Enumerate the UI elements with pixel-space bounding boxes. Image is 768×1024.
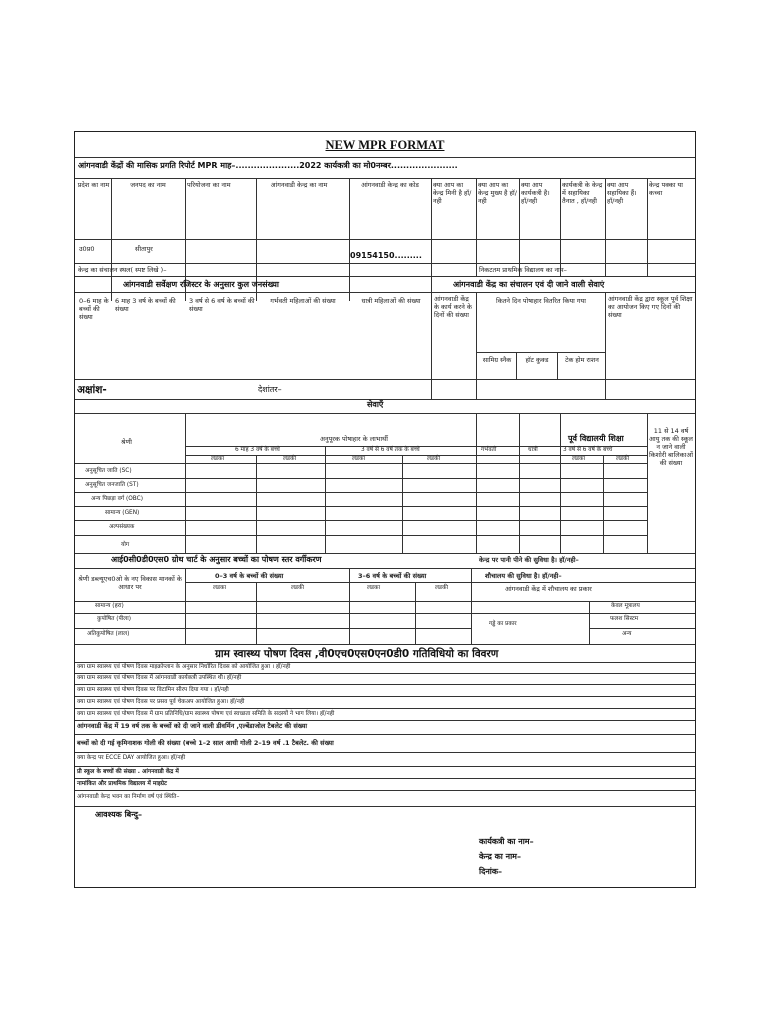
adolescent-girls-col: 11 से 14 वर्ष आयु तक की स्कूल न जाने वाली किशोरी बालिकाओं की संख्या xyxy=(649,427,693,467)
location-label: केन्द्र का संचालन स्थल( स्पष्ट लिखे )– xyxy=(78,266,167,274)
vhnd-row-1: क्या ग्राम स्वास्थ्य एवं पोषण दिवस माइक्रोप्लान के अनुसार निर्धारित दिवस को आयोजित हुआ । हॉ/नही xyxy=(77,664,291,670)
vhnd-row-2: क्या ग्राम स्वास्थ्य एवं पोषण दिवस में आंगनवाडी कार्यकत्री उपस्थित थी। हॉ/नही xyxy=(77,675,242,681)
girl-label-4: लडकी xyxy=(291,585,304,591)
form-subtitle: आंगनवाडी केंद्रों की मासिक प्रगति रिपोर्ट MPR माह–.....................2022 कार्यकत्री का मो0नम्बर...................... xyxy=(78,161,458,170)
header-col-helper-posted: कार्यकत्री के केन्द्र में सहायिका तैनात , हॉ/नही xyxy=(562,181,603,205)
age-0-3-count: 0–3 वर्ष के बच्चों की संख्या xyxy=(215,572,284,580)
vhnd-row-3: क्या ग्राम स्वास्थ्य एवं पोषण दिवस पर विटामिन सीरप दिया गया । हॉ/नही xyxy=(77,687,229,693)
survey-col-6m-3y: 6 माह 3 वर्ष के बच्चों की संख्या xyxy=(115,297,176,313)
vhnd-row-5: क्या ग्राम स्वास्थ्य एवं पोषण दिवस में ग्राम प्रतिनिधि/ग्राम स्वास्थ्य पोषण एवं स्वच्छता समिति के सदस्यों ने भाग लिया। हॉ/नही xyxy=(77,711,335,717)
food-type-thr: टेक होम राशन xyxy=(565,356,599,364)
category-gen: सामान्य (GEN) xyxy=(105,510,140,516)
supplement-label: अनुपूरक पोषाहार के लाभार्थी xyxy=(320,435,388,443)
category-obc: अन्य पिछड़ा वर्ग (OBC) xyxy=(91,496,143,502)
pit-type-label: गड्ढे का प्रकार xyxy=(489,621,517,627)
header-col-state: प्रदेश का नाम xyxy=(77,181,110,189)
preschool-label: पूर्व विद्यालयी शिक्षा xyxy=(568,434,624,443)
form-title: NEW MPR FORMAT xyxy=(325,138,445,152)
toilet-urinal: केवल मूत्रालय xyxy=(611,603,640,609)
status-normal: सामान्य (हरा) xyxy=(95,603,124,609)
required-points: आवश्यक बिन्दु– xyxy=(95,810,142,819)
vhnd-row-4: क्या ग्राम स्वास्थ्य एवं पोषण दिवस पर प्रसव पूर्व चेकअप आयोजित हुआ। हॉ/नही xyxy=(77,699,245,705)
vhnd-row-11: आंगनवाडी केन्द्र भवन का निर्माण वर्ष एवं स्थिति– xyxy=(77,794,180,800)
category-st: अनुसूचित जनजाति (ST) xyxy=(85,482,139,488)
boy-label-4: लडका xyxy=(213,585,226,591)
category-total: योग xyxy=(121,542,130,548)
who-category-label: श्रेणी डब्ल्यूएच0ओ के नए विकास मानकों के आधार पर xyxy=(78,575,182,591)
survey-col-3-6y: 3 वर्ष से 6 वर्ष के बच्चों की संख्या xyxy=(189,297,255,313)
category-label: श्रेणी xyxy=(121,438,132,446)
survey-col-nutrition-days: कितने दिन पोषाहार वितरित किया गया xyxy=(496,297,586,305)
pregnant-label: गर्भवती xyxy=(481,447,497,453)
boy-label-3: लडका xyxy=(572,456,585,462)
centre-code-value: 09154150......... xyxy=(350,251,422,260)
header-col-helper: क्या आप सहायिका हैं। हॉ/नही xyxy=(607,181,637,205)
survey-col-working-days: आंगनवाडी केंद्र के कार्य करने के दिनों की संख्या xyxy=(434,295,472,319)
worker-name: कार्यकत्री का नाम– xyxy=(479,837,534,846)
vhnd-row-6: आंगनवाडी केंद्र में 19 वर्ष तक के बच्चों को दी जाने वाली डीवर्मिन ,एल्बेंडाजोल टैबलेट की संख्या xyxy=(77,722,308,730)
survey-col-pregnant: गर्भवती महिलाओं की संख्या xyxy=(270,297,336,305)
water-label: केन्द्र पर पानी पीने की सुविधा है। हॉ/नही– xyxy=(479,556,579,564)
header-col-main: क्या आप का केन्द्र मुख्य है हॉ/नही xyxy=(478,181,517,205)
vhnd-row-10: नामांकित और प्राथमिक विद्यालय में माइग्रेट xyxy=(77,781,167,787)
header-col-mini: क्या आप का केन्द्र मिनी है हॉ/नही xyxy=(433,181,472,205)
vhnd-row-7: बच्चों को दी गई कृमिनाशक गोली की संख्या (बच्चे 1–2 साल आधी गोली 2–19 वर्ष .1 टैबलेट. की संख्या xyxy=(77,739,334,747)
services-heading: आंगनवाडी केंद्र का संचालन एवं दी जाने वाली सेवाएं xyxy=(453,280,605,289)
category-sc: अनुसूचित जाति (SC) xyxy=(85,468,132,474)
age-3-6-pre-label: 3 वर्ष से 6 वर्ष के बच्चे xyxy=(563,447,613,453)
state-value: उ0प्र0 xyxy=(79,245,95,253)
header-col-building: केन्द्र पक्का या कच्चा xyxy=(649,181,683,197)
boy-label-1: लडका xyxy=(211,456,224,462)
vhnd-row-8: क्या केन्द्र पर ECCE DAY आयोजित हुआ। हॉ/नही xyxy=(77,755,186,761)
boy-label-2: लडका xyxy=(352,456,365,462)
school-label: निकटतम प्राथमिक विद्यालय का नाम– xyxy=(479,266,567,274)
survey-col-0-6m: 0–6 माह के बच्चों की संख्या xyxy=(79,297,109,321)
district-value: सीतापुर xyxy=(135,245,153,253)
growth-heading: आई0सी0डी0एस0 ग्रोथ चार्ट के अनुसार बच्चों का पोषण स्तर वर्गीकरण xyxy=(111,555,322,564)
longitude-label: देशांतर– xyxy=(258,385,282,394)
toilet-other: अन्य xyxy=(622,631,632,637)
vhnd-row-9: प्री स्कूल के बच्चों की संख्या . आंगनवाडी केंद्र में xyxy=(77,769,179,775)
lactating-label: धात्री xyxy=(528,447,538,453)
date-label: दिनांक– xyxy=(479,867,502,876)
header-col-centre-code: आंगनवाडी केन्द्र का कोड xyxy=(361,181,419,189)
survey-col-preschool-days: आंगनवाडी केंद्र द्वारा स्कूल पूर्व शिक्षा का आयोजन किए गए दिनों की संख्या xyxy=(608,295,693,319)
header-col-project: परियोजना का नाम xyxy=(187,181,231,189)
toilet-flush: फलश सिस्टम xyxy=(610,616,639,622)
toilet-label: शौचालय की सुविधा है। हॉ/नही– xyxy=(485,572,562,580)
category-minority: अल्पसंख्यक xyxy=(109,524,135,530)
age-6m-3y-label: 6 माह 3 वर्ष के बच्चे xyxy=(235,447,280,453)
centre-name: केन्द्र का नाम– xyxy=(479,852,521,861)
girl-label-3: लडकी xyxy=(616,456,629,462)
status-malnourished: कुपोषित (पीला) xyxy=(97,616,131,622)
girl-label-1: लडकी xyxy=(283,456,296,462)
age-3-6-label: 3 वर्ष से 6 वर्ष तक के बच्चे xyxy=(361,447,420,453)
food-type-hot-cooked: हॉट कुक्ड xyxy=(525,356,549,364)
status-severe: अतिकुपोषित (लाल) xyxy=(87,631,130,637)
toilet-type-label: आंगनवाडी केंद्र में शौचालय का प्रकार xyxy=(505,585,592,593)
header-col-centre-name: आंगनवाडी केन्द्र का नाम xyxy=(270,181,328,189)
header-col-worker: क्या आप कार्यकत्री है। हॉ/नही xyxy=(521,181,550,205)
mpr-form xyxy=(74,131,696,888)
header-col-district: जनपद का नाम xyxy=(130,181,166,189)
latitude-label: अक्षांश- xyxy=(77,384,107,396)
girl-label-5: लडकी xyxy=(435,585,448,591)
services-label: सेवाएँ xyxy=(367,400,384,409)
age-3-6-count: 3–6 वर्ष के बच्चों की संख्या xyxy=(358,572,427,580)
boy-label-5: लडका xyxy=(367,585,380,591)
survey-col-lactating: धात्री महिलाओं की संख्या xyxy=(361,297,421,305)
food-type-snack: सामिग्र स्नैक xyxy=(482,356,512,364)
survey-heading: आंगनवाडी सर्वेक्षण रजिस्टर के अनुसार कुल जनसंख्या xyxy=(123,280,279,289)
vhnd-heading: ग्राम स्वास्थ्य पोषण दिवस ,वी0एच0एस0एन0डी0 गतिविधियो का विवरण xyxy=(215,648,499,660)
girl-label-2: लडकी xyxy=(427,456,440,462)
